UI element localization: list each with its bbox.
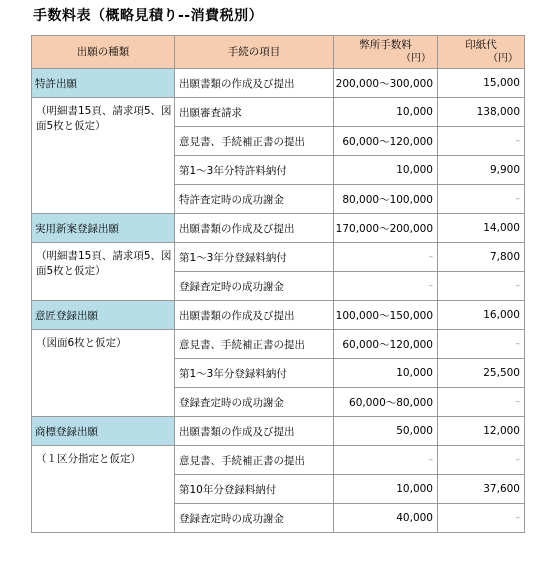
header-office-fee (334, 36, 438, 69)
table-row (32, 69, 525, 98)
stamp-fee-cell: 12,000 (438, 417, 525, 446)
item-cell: 第10年分登録料納付 (175, 475, 334, 504)
group-note-cell (32, 330, 175, 417)
group-name: 意匠登録出願 (32, 301, 175, 330)
stamp-fee-cell: – (438, 185, 525, 214)
item-cell: 出願書類の作成及び提出 (175, 214, 334, 243)
group-name: 特許出願 (32, 69, 175, 98)
item-cell: 特許査定時の成功謝金 (175, 185, 334, 214)
group-note-cell (32, 98, 175, 214)
office-fee-cell: 60,000～120,000 (334, 127, 438, 156)
stamp-fee-cell: 7,800 (438, 243, 525, 272)
item-cell: 登録査定時の成功謝金 (175, 272, 334, 301)
stamp-fee-cell: 25,500 (438, 359, 525, 388)
header-office-fee-label: 弊所手数料 (359, 39, 412, 51)
item-cell: 第1～3年分登録料納付 (175, 243, 334, 272)
item-cell: 出願書類の作成及び提出 (175, 417, 334, 446)
office-fee-cell: 10,000 (334, 359, 438, 388)
office-fee-cell: 10,000 (334, 475, 438, 504)
group-note: （明細書15頁、請求項5、図面5枚と仮定） (36, 105, 172, 132)
stamp-fee-cell: – (438, 272, 525, 301)
fee-table (31, 35, 525, 533)
stamp-fee-cell: – (438, 388, 525, 417)
office-fee-cell: 50,000 (334, 417, 438, 446)
group-note: （１区分指定と仮定） (36, 453, 141, 465)
item-cell: 第1～3年分特許料納付 (175, 156, 334, 185)
item-cell: 出願書類の作成及び提出 (175, 69, 334, 98)
header-stamp-fee-unit: （円） (488, 53, 518, 64)
header-item: 手続の項目 (175, 36, 334, 69)
table-row (32, 214, 525, 243)
table-row (32, 330, 525, 359)
header-category: 出願の種類 (32, 36, 175, 69)
group-note: （明細書15頁、請求項5、図面5枚と仮定） (36, 250, 172, 277)
item-cell: 登録査定時の成功謝金 (175, 504, 334, 533)
group-note-cell (32, 243, 175, 301)
item-cell: 出願審査請求 (175, 98, 334, 127)
stamp-fee-cell: 138,000 (438, 98, 525, 127)
office-fee-cell: 60,000～80,000 (334, 388, 438, 417)
group-note: （図面6枚と仮定） (36, 337, 127, 349)
office-fee-cell: – (334, 446, 438, 475)
stamp-fee-cell: – (438, 127, 525, 156)
item-cell: 意見書、手続補正書の提出 (175, 446, 334, 475)
office-fee-cell: – (334, 243, 438, 272)
header-stamp-fee (438, 36, 525, 69)
stamp-fee-cell: – (438, 446, 525, 475)
stamp-fee-cell: 16,000 (438, 301, 525, 330)
stamp-fee-cell: 9,900 (438, 156, 525, 185)
item-cell: 出願書類の作成及び提出 (175, 301, 334, 330)
page-title: 手数料表（概略見積り--消費税別） (33, 8, 264, 24)
office-fee-cell: 170,000～200,000 (334, 214, 438, 243)
item-cell: 第1～3年分登録料納付 (175, 359, 334, 388)
office-fee-cell: 100,000～150,000 (334, 301, 438, 330)
group-name: 実用新案登録出願 (32, 214, 175, 243)
office-fee-cell: 60,000～120,000 (334, 330, 438, 359)
table-row (32, 446, 525, 475)
table-row (32, 417, 525, 446)
item-cell: 意見書、手続補正書の提出 (175, 330, 334, 359)
stamp-fee-cell: – (438, 504, 525, 533)
table-row (32, 98, 525, 127)
office-fee-cell: 40,000 (334, 504, 438, 533)
header-stamp-fee-label: 印紙代 (465, 39, 497, 51)
office-fee-cell: 10,000 (334, 98, 438, 127)
header-office-fee-unit: （円） (401, 53, 431, 64)
office-fee-cell: – (334, 272, 438, 301)
office-fee-cell: 200,000～300,000 (334, 69, 438, 98)
table-row (32, 301, 525, 330)
stamp-fee-cell: 37,600 (438, 475, 525, 504)
stamp-fee-cell: 15,000 (438, 69, 525, 98)
group-name: 商標登録出願 (32, 417, 175, 446)
item-cell: 意見書、手続補正書の提出 (175, 127, 334, 156)
stamp-fee-cell: – (438, 330, 525, 359)
stamp-fee-cell: 14,000 (438, 214, 525, 243)
item-cell: 登録査定時の成功謝金 (175, 388, 334, 417)
office-fee-cell: 10,000 (334, 156, 438, 185)
office-fee-cell: 80,000～100,000 (334, 185, 438, 214)
header-row (32, 36, 525, 69)
group-note-cell (32, 446, 175, 533)
table-row (32, 243, 525, 272)
